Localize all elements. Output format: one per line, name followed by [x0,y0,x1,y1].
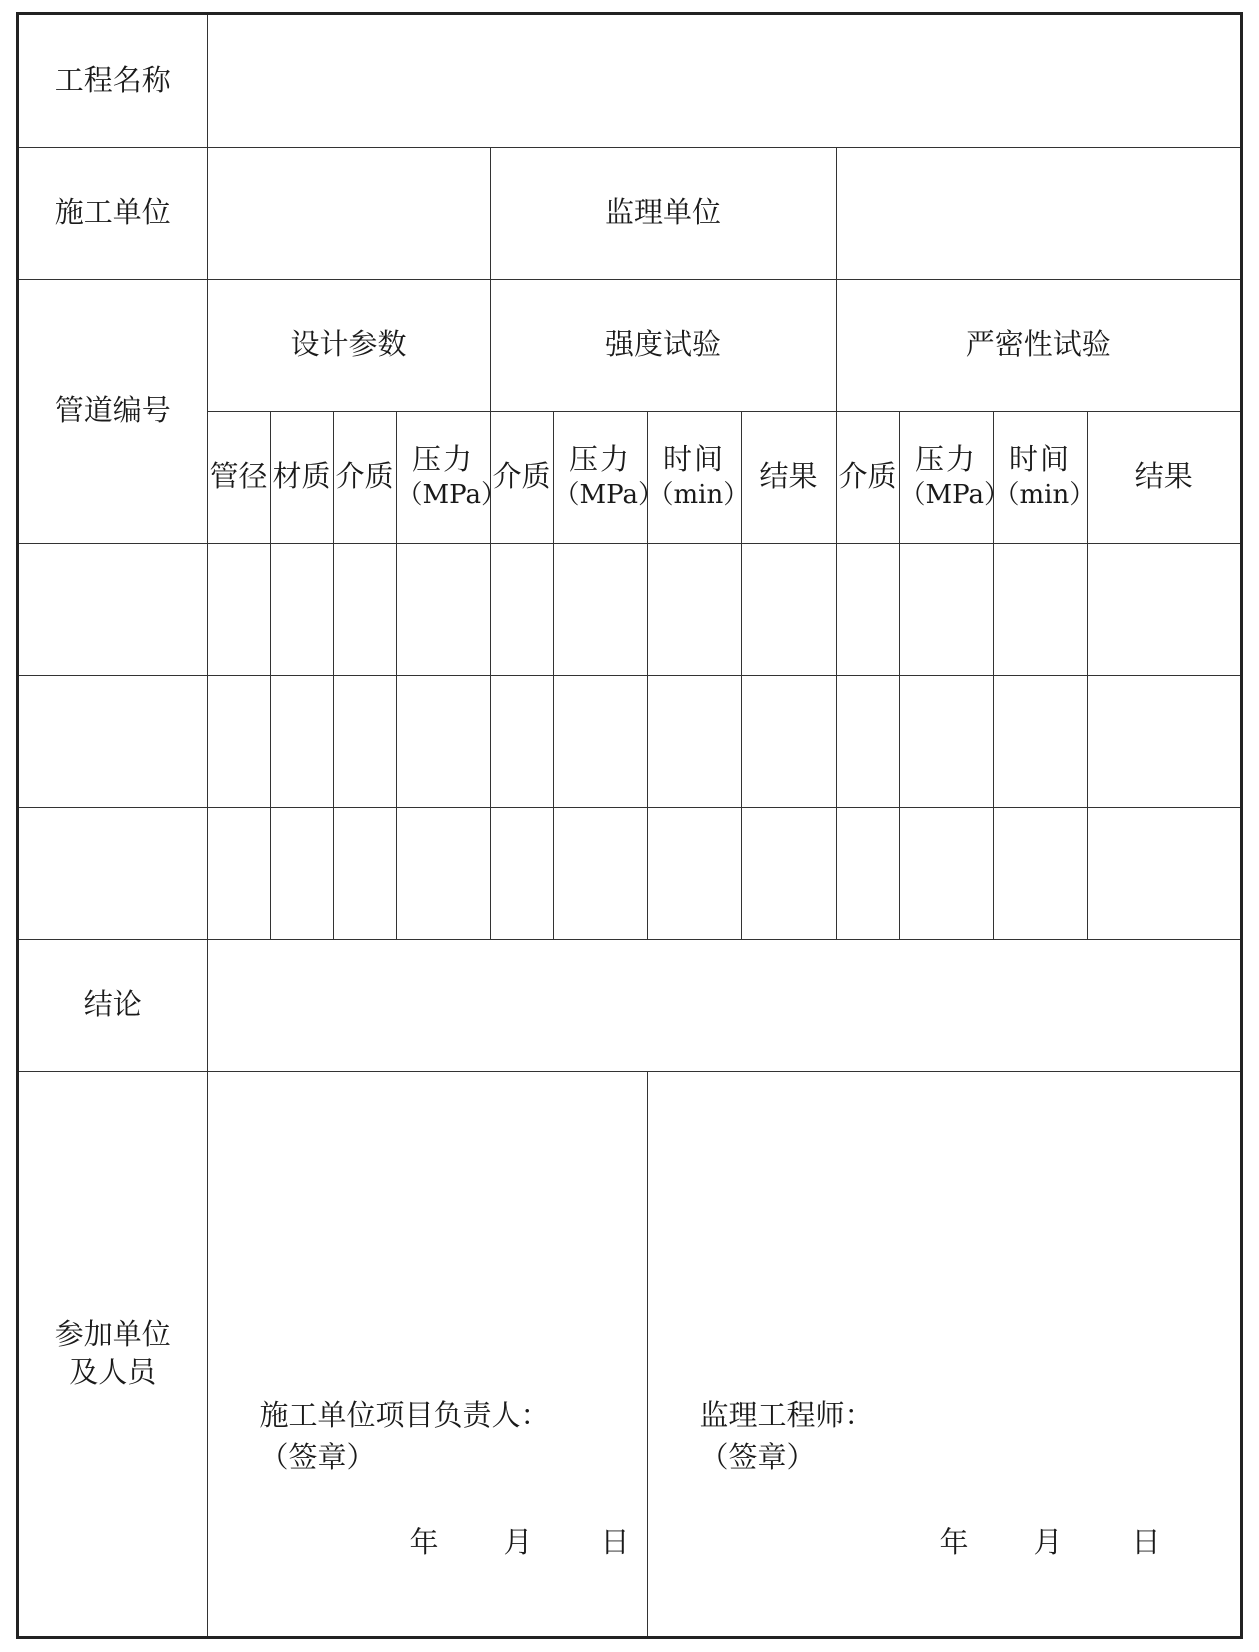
participants-label-line1: 参加单位 [54,1317,171,1352]
table-cell[interactable] [270,807,333,939]
tightness-medium-header: 介质 [836,411,899,543]
table-cell[interactable] [396,807,490,939]
construction-seal-label: （签章） [259,1439,376,1474]
table-cell[interactable] [836,807,899,939]
pressure-unit: （MPa） [899,480,1010,510]
participants-label-line2: 及人员 [69,1354,157,1389]
project-name-label: 工程名称 [19,15,207,147]
table-cell[interactable] [207,675,270,807]
table-cell[interactable] [207,543,270,675]
table-cell[interactable] [1087,675,1240,807]
table-cell[interactable] [207,807,270,939]
table-cell[interactable] [899,543,993,675]
form-table [19,15,1240,1636]
tightness-test-header: 严密性试验 [836,279,1240,411]
time-unit: （min） [993,480,1096,510]
table-cell[interactable] [993,543,1087,675]
table-row [19,543,1240,675]
diameter-header: 管径 [207,411,270,543]
table-cell[interactable] [993,675,1087,807]
strength-test-header: 强度试验 [490,279,836,411]
project-name-field[interactable] [207,15,1240,147]
supervision-signature-area[interactable] [647,1071,1240,1636]
table-cell[interactable] [270,543,333,675]
construction-unit-field[interactable] [207,147,490,279]
construction-signature-area[interactable] [207,1071,647,1636]
table-cell[interactable] [647,675,741,807]
table-cell[interactable] [490,675,553,807]
table-cell[interactable] [490,807,553,939]
supervision-signature-text [700,1394,874,1478]
construction-manager-label: 施工单位项目负责人： [259,1397,550,1432]
table-cell[interactable] [553,543,647,675]
table-cell[interactable] [836,675,899,807]
table-cell[interactable] [741,675,836,807]
conclusion-field[interactable] [207,939,1240,1071]
table-cell[interactable] [993,807,1087,939]
supervision-seal-label: （签章） [699,1439,816,1474]
table-cell[interactable] [741,807,836,939]
tightness-pressure-header [899,411,1010,543]
table-cell[interactable] [741,543,836,675]
table-cell[interactable] [647,807,741,939]
month-label: 月 [1033,1524,1063,1559]
day-label: 日 [1131,1524,1161,1559]
table-cell[interactable] [553,807,647,939]
time-unit: （min） [647,480,750,510]
table-cell[interactable] [553,675,647,807]
day-label: 日 [600,1524,630,1559]
pressure-label: 压力 [411,442,474,477]
month-label: 月 [503,1524,533,1559]
strength-medium-header: 介质 [490,411,553,543]
table-cell[interactable] [1087,543,1240,675]
test-record-form [16,12,1243,1639]
strength-time-header [647,411,750,543]
supervision-unit-label: 监理单位 [490,147,836,279]
construction-signature-text [260,1394,550,1478]
construction-unit-label: 施工单位 [19,147,207,279]
design-params-header: 设计参数 [207,279,490,411]
table-row [19,807,1240,939]
table-cell[interactable] [396,543,490,675]
table-row [19,675,1240,807]
conclusion-label: 结论 [19,939,207,1071]
participants-label [19,1071,207,1636]
table-cell[interactable] [396,675,490,807]
supervision-unit-field[interactable] [836,147,1240,279]
material-header: 材质 [270,411,333,543]
year-label: 年 [409,1524,439,1559]
table-cell[interactable] [19,675,207,807]
design-pressure-header [396,411,507,543]
units-row [19,147,1240,279]
time-label: 时间 [662,442,725,477]
table-cell[interactable] [333,675,396,807]
table-cell[interactable] [1087,807,1240,939]
time-label: 时间 [1008,442,1071,477]
table-cell[interactable] [19,807,207,939]
pressure-unit: （MPa） [396,480,507,510]
table-cell[interactable] [647,543,741,675]
strength-pressure-header [553,411,664,543]
table-cell[interactable] [270,675,333,807]
supervision-engineer-label: 监理工程师： [699,1397,874,1432]
group-header-row [19,279,1240,411]
tightness-time-header [993,411,1096,543]
pressure-label: 压力 [914,442,977,477]
table-cell[interactable] [19,543,207,675]
table-cell[interactable] [333,807,396,939]
strength-result-header: 结果 [741,411,836,543]
pipe-number-label: 管道编号 [19,279,207,543]
participants-row [19,1071,1240,1636]
table-cell[interactable] [899,807,993,939]
table-cell[interactable] [490,543,553,675]
table-cell[interactable] [899,675,993,807]
pressure-label: 压力 [568,442,631,477]
table-cell[interactable] [333,543,396,675]
design-medium-header: 介质 [333,411,396,543]
year-label: 年 [939,1524,969,1559]
project-name-row [19,15,1240,147]
table-cell[interactable] [836,543,899,675]
pressure-unit: （MPa） [553,480,664,510]
conclusion-row [19,939,1240,1071]
tightness-result-header: 结果 [1087,411,1240,543]
